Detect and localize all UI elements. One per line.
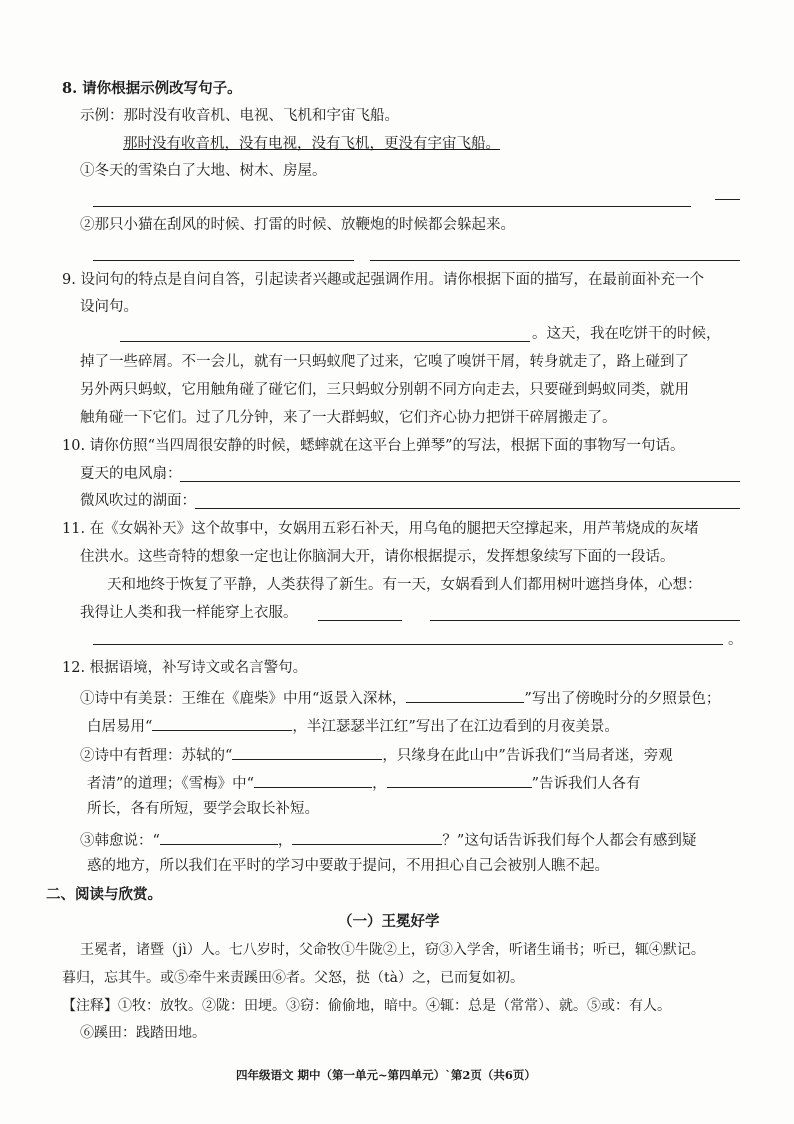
q10-item1: 夏天的电风扇： bbox=[80, 466, 182, 482]
q12-item1-c: 白居易用“ bbox=[87, 719, 153, 735]
q12-item3-line2: 惑的地方，所以我们在平时的学习中要敢于提问，不用担心自己会被别人瞧不起。 bbox=[87, 858, 609, 874]
q10-item2: 微风吹过的湖面： bbox=[80, 493, 196, 509]
q8-item1: ①冬天的雪染白了大地、树木、房屋。 bbox=[80, 163, 327, 179]
q9-text-line3: 另外两只蚂蚁，它用触角碰了碰它们，三只蚂蚁分别朝不同方向走去，只要碰到蚂蚁同类，就用 bbox=[80, 382, 689, 398]
q11-prompt-line1: 11. 在《女娲补天》这个故事中，女娲用五彩石补天，用乌龟的腿把天空撑起来，用芦苇烧成的灰堵 bbox=[62, 521, 699, 537]
q8-prompt: 8. 请你根据示例改写句子。 bbox=[62, 80, 242, 97]
section2-heading: 二、阅读与欣赏。 bbox=[46, 886, 162, 903]
q12-item2-e: ”告诉我们人各有 bbox=[531, 776, 641, 792]
q9-text-line2: 掉了一些碎屑。不一会儿，就有一只蚂蚁爬了过来，它嗅了嗅饼干屑，转身就走了，路上碰到了 bbox=[80, 354, 689, 370]
q12-blank-2[interactable] bbox=[152, 716, 292, 731]
q11-text-line2: 我得让人类和我一样能穿上衣服。 bbox=[80, 605, 298, 621]
q8-item2: ②那只小猫在刮风的时候、打雷的时候、放鞭炮的时候都会躲起来。 bbox=[80, 217, 515, 233]
q12-blank-1[interactable] bbox=[406, 688, 524, 703]
q12-blank-5[interactable] bbox=[387, 773, 532, 788]
q12-item3-a: ③韩愈说：“ bbox=[80, 833, 160, 849]
q11-end-mark: 。 bbox=[728, 632, 743, 648]
q12-item2-b: ，只缘身在此山中”告诉我们“当局者迷，旁观 bbox=[382, 748, 673, 764]
q12-item1-b: ”写出了傍晚时分的夕照景色； bbox=[524, 691, 721, 707]
q12-blank-3[interactable] bbox=[232, 745, 382, 760]
q9-text-line1: 。这天，我在吃饼干的时候， bbox=[532, 326, 721, 342]
notes-line2: ⑥蹊田：践踏田地。 bbox=[80, 1025, 206, 1041]
q9-answer-line[interactable] bbox=[120, 341, 530, 342]
q11-answer-line-1b[interactable] bbox=[430, 620, 740, 621]
q12-item3-c: ？”这句话告诉我们每个人都会有感到疑 bbox=[442, 833, 697, 849]
q8-example-answer: 那时没有收音机，没有电视，没有飞机，更没有宇宙飞船。 bbox=[123, 136, 500, 152]
q10-answer-line-2[interactable] bbox=[195, 508, 740, 509]
q9-prompt-line2: 设问句。 bbox=[80, 299, 138, 315]
q12-item2-line3: 所长，各有所短，要学会取长补短。 bbox=[87, 801, 319, 817]
passage-line2: 暮归，忘其牛。或⑤牵牛来责蹊田⑥者。父怒，挞（tà）之，已而复如初。 bbox=[62, 970, 524, 986]
q12-item3-b: ， bbox=[277, 833, 293, 849]
q12-item1-a: ①诗中有美景：王维在《鹿柴》中用“返景入深林， bbox=[80, 691, 407, 707]
q8-answer-line-1b[interactable] bbox=[715, 199, 740, 200]
q11-prompt-line2: 住洪水。这些奇特的想象一定也让你脑洞大开，请你根据提示，发挥想象续写下面的一段话。 bbox=[80, 549, 675, 565]
q9-text-line4: 触角碰一下它们。过了几分钟，来了一大群蚂蚁，它们齐心协力把饼干碎屑搬走了。 bbox=[80, 410, 617, 426]
q12-item1-line1 bbox=[80, 688, 720, 708]
q12-item2-a: ②诗中有哲理：苏轼的“ bbox=[80, 748, 233, 764]
q10-prompt: 10. 请你仿照“当四周很安静的时候，蟋蟀就在这平台上弹琴”的写法，根据下面的事物写一句话。 bbox=[62, 438, 685, 454]
q8-answer-line-2b[interactable] bbox=[370, 260, 740, 261]
page-footer: 四年级语文 期中（第一单元~第四单元）`第2页（共6页） bbox=[236, 1068, 536, 1082]
notes-line1: 【注释】①牧：放牧。②陇：田埂。③窃：偷偷地，暗中。④辄：总是（常常）、就。⑤或：有人。 bbox=[62, 998, 671, 1014]
q11-answer-line-1[interactable] bbox=[318, 620, 402, 621]
q12-item1-line2 bbox=[87, 716, 619, 736]
q12-item2-d: ， bbox=[372, 776, 387, 792]
q10-answer-line-1[interactable] bbox=[180, 481, 740, 482]
q12-item3-line1 bbox=[80, 830, 696, 850]
q12-item2-line2 bbox=[87, 773, 641, 793]
q9-prompt-line1: 9. 设问句的特点是自问自答，引起读者兴趣或起强调作用。请你根据下面的描写，在最前面补充一个 bbox=[62, 272, 704, 288]
q12-item2-c: 者清”的道理；《雪梅》中“ bbox=[87, 776, 255, 792]
q8-answer-line-2[interactable] bbox=[93, 260, 354, 261]
q11-answer-line-2[interactable] bbox=[93, 644, 723, 645]
q12-blank-7[interactable] bbox=[292, 830, 442, 845]
q8-answer-line-1[interactable] bbox=[93, 206, 691, 207]
q12-blank-6[interactable] bbox=[160, 830, 278, 845]
q12-item1-d: ，半江瑟瑟半江红”写出了在江边看到的月夜美景。 bbox=[292, 719, 619, 735]
q12-prompt: 12. 根据语境，补写诗文或名言警句。 bbox=[62, 660, 308, 676]
q11-text-line1: 天和地终于恢复了平静，人类获得了新生。有一天，女娲看到人们都用树叶遮挡身体，心想： bbox=[107, 577, 702, 593]
section2-subtitle: （一）王冕好学 bbox=[338, 914, 440, 930]
q12-blank-4[interactable] bbox=[254, 773, 372, 788]
passage-line1: 王冕者，诸暨（jì）人。七八岁时，父命牧①牛陇②上，窃③入学舍，听诸生诵书；听已，辄④默记。 bbox=[80, 942, 705, 958]
q8-example: 示例：那时没有收音机、电视、飞机和宇宙飞船。 bbox=[80, 108, 399, 124]
q12-item2-line1 bbox=[80, 745, 673, 765]
